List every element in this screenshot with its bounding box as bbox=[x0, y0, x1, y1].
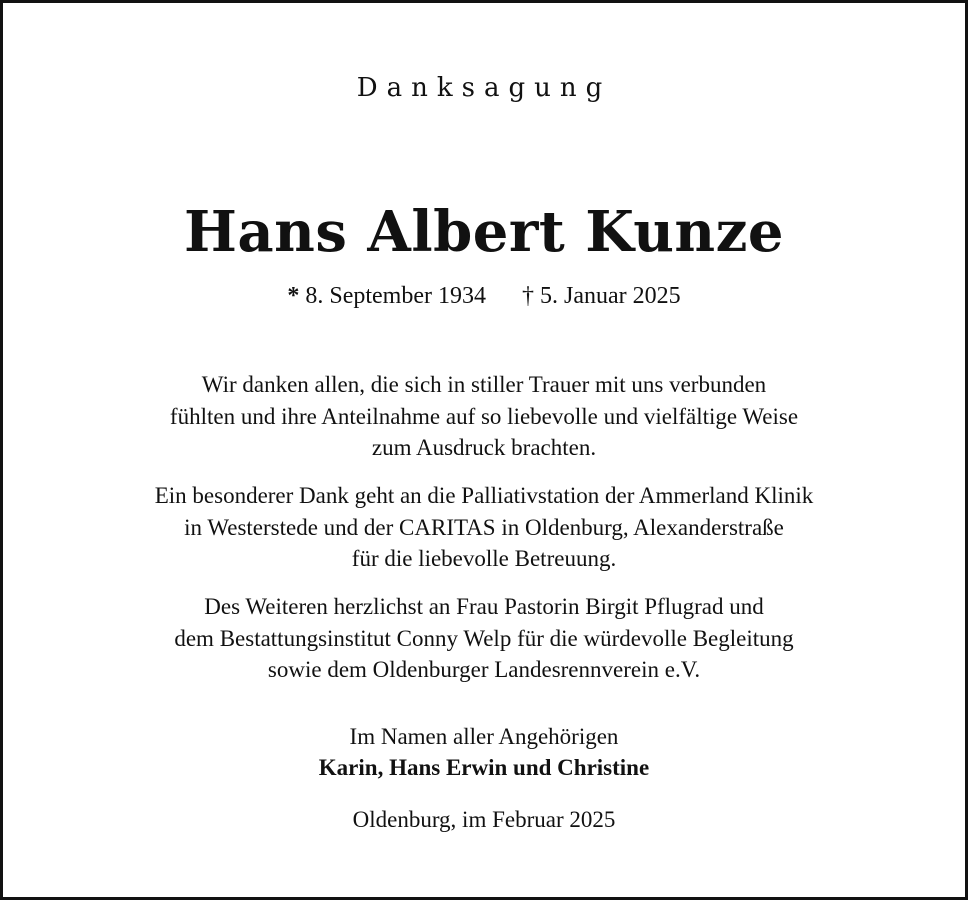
deceased-name: Hans Albert Kunze bbox=[183, 199, 785, 265]
paragraph-line: sowie dem Oldenburger Landesrennverein e.V. bbox=[267, 657, 701, 682]
birth-date: 8. September 1934 bbox=[305, 283, 486, 309]
paragraph-line: in Westerstede und der CARITAS in Oldenburg, Alexanderstraße bbox=[184, 514, 784, 540]
thanks-paragraph-2 bbox=[3, 480, 965, 575]
paragraph-line: Ein besonderer Dank geht an die Palliativstation der Ammerland Klinik bbox=[154, 483, 814, 508]
birth-symbol: * bbox=[287, 283, 300, 309]
signature-block bbox=[3, 721, 965, 783]
place-date: Oldenburg, im Februar 2025 bbox=[352, 807, 616, 832]
signature-names: Karin, Hans Erwin und Christine bbox=[318, 755, 650, 780]
signature-intro: Im Namen aller Angehörigen bbox=[349, 724, 619, 749]
paragraph-line: fühlten und ihre Anteilnahme auf so liebevolle und vielfältige Weise bbox=[169, 403, 799, 429]
notice-heading: Danksagung bbox=[356, 73, 612, 103]
life-dates bbox=[3, 283, 965, 310]
paragraph-line: zum Ausdruck brachten. bbox=[371, 435, 597, 460]
thanks-paragraph-1 bbox=[3, 369, 965, 464]
paragraph-line: Wir danken allen, die sich in stiller Trauer mit uns verbunden bbox=[201, 372, 767, 397]
thanks-paragraph-3 bbox=[3, 591, 965, 686]
paragraph-line: dem Bestattungsinstitut Conny Welp für die würdevolle Begleitung bbox=[174, 625, 794, 651]
paragraph-line: für die liebevolle Betreuung. bbox=[351, 546, 617, 571]
death-date: 5. Januar 2025 bbox=[540, 283, 681, 309]
paragraph-line: Des Weiteren herzlichst an Frau Pastorin Birgit Pflugrad und bbox=[204, 594, 764, 619]
death-symbol: † bbox=[522, 283, 534, 309]
